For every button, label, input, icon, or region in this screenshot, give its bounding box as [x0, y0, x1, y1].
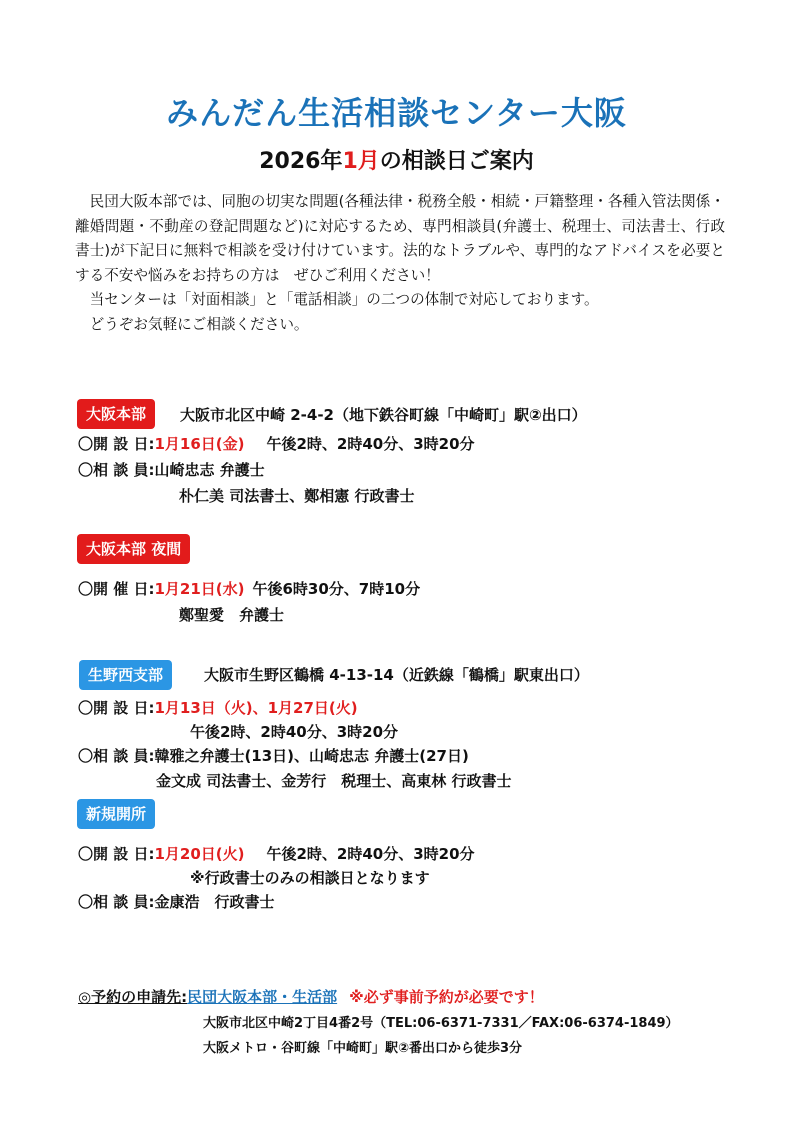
osaka-hq-address: 大阪市北区中崎 2-4-2（地下鉄谷町線「中崎町」駅②出口）	[180, 406, 587, 424]
osaka-hq-staff-row	[78, 459, 265, 481]
reservation-row	[78, 986, 544, 1008]
osaka-night-staff: 鄭聖愛 弁護士	[179, 606, 285, 624]
intro-paragraph-1: 民団大阪本部では、同胞の切実な問題(各種法律・税務全般・相続・戸籍整理・各種入管法関係・離婚問題・不動産の登記問題など)に対応するため、専門相談員(弁護士、税理士、司法書士、行政書士)が下記日に無料で相談を受け付けています。法的なトラブルや、専門的なアドバイスを必要とする不安や悩みをお持ちの方は ぜひご利用ください！	[75, 193, 725, 284]
subtitle-suffix: の相談日ご案内	[379, 149, 534, 174]
osaka-hq-date: 1月16日(金)	[154, 435, 245, 453]
subtitle-month: 1月	[342, 149, 380, 174]
osaka-hq-staff-1: 山崎忠志 弁護士	[154, 461, 265, 479]
staff-label: 〇相 談 員:	[78, 461, 155, 479]
intro-paragraph-2: 当センターは「対面相談」と「電話相談」の二つの体制で対応しております。	[75, 291, 599, 309]
ikuno-times: 午後2時、2時40分、3時20分	[190, 723, 399, 741]
date-label: 〇開 催 日:	[78, 580, 155, 598]
date-label: 〇開 設 日:	[78, 699, 155, 717]
osaka-night-date-row	[78, 578, 420, 600]
new-office-date-row	[78, 843, 475, 865]
osaka-hq-times: 午後2時、2時40分、3時20分	[266, 435, 475, 453]
footer-address: 大阪市北区中崎2丁目4番2号（TEL:06-6371-7331／FAX:06-6374-1849）	[203, 1016, 679, 1031]
osaka-hq-badge: 大阪本部	[77, 399, 155, 429]
new-office-times: 午後2時、2時40分、3時20分	[266, 845, 475, 863]
new-office-staff: 金康浩 行政書士	[154, 893, 275, 911]
osaka-hq-staff-2: 朴仁美 司法書士、鄭相憲 行政書士	[179, 487, 415, 505]
new-office-note: ※行政書士のみの相談日となります	[190, 869, 430, 887]
staff-label: 〇相 談 員:	[78, 893, 155, 911]
new-office-badge: 新規開所	[77, 799, 155, 829]
new-office-staff-row	[78, 891, 274, 913]
reservation-warning: ※必ず事前予約が必要です！	[349, 988, 544, 1006]
date-label: 〇開 設 日:	[78, 845, 155, 863]
osaka-night-times: 午後6時30分、7時10分	[252, 580, 421, 598]
osaka-night-date: 1月21日(水)	[154, 580, 245, 598]
ikuno-date-row	[78, 697, 358, 719]
ikuno-staff-row	[78, 745, 469, 767]
date-label: 〇開 設 日:	[78, 435, 155, 453]
intro-text	[75, 190, 725, 338]
reservation-contact-link[interactable]: 民団大阪本部・生活部	[187, 988, 338, 1006]
subtitle-year: 2026年	[259, 149, 343, 174]
reservation-label: ◎予約の申請先:	[78, 988, 188, 1006]
ikuno-date: 1月13日（火)、1月27日(火)	[154, 699, 358, 717]
ikuno-address: 大阪市生野区鶴橋 4-13-14（近鉄線「鶴橋」駅東出口）	[204, 666, 589, 684]
ikuno-staff-1: 韓雅之弁護士(13日)、山崎忠志 弁護士(27日)	[154, 747, 469, 765]
page-title: みんだん生活相談センター大阪	[166, 94, 627, 132]
ikuno-badge: 生野西支部	[79, 660, 172, 690]
intro-paragraph-3: どうぞお気軽にご相談ください。	[75, 315, 309, 333]
osaka-hq-date-row	[78, 433, 475, 455]
new-office-date: 1月20日(火)	[154, 845, 245, 863]
footer-access: 大阪メトロ・谷町線「中崎町」駅②番出口から徒歩3分	[203, 1041, 523, 1056]
page-subtitle	[0, 144, 793, 175]
osaka-night-badge: 大阪本部 夜間	[77, 534, 190, 564]
ikuno-staff-2: 金文成 司法書士、金芳行 税理士、高東林 行政書士	[156, 772, 512, 790]
staff-label: 〇相 談 員:	[78, 747, 155, 765]
